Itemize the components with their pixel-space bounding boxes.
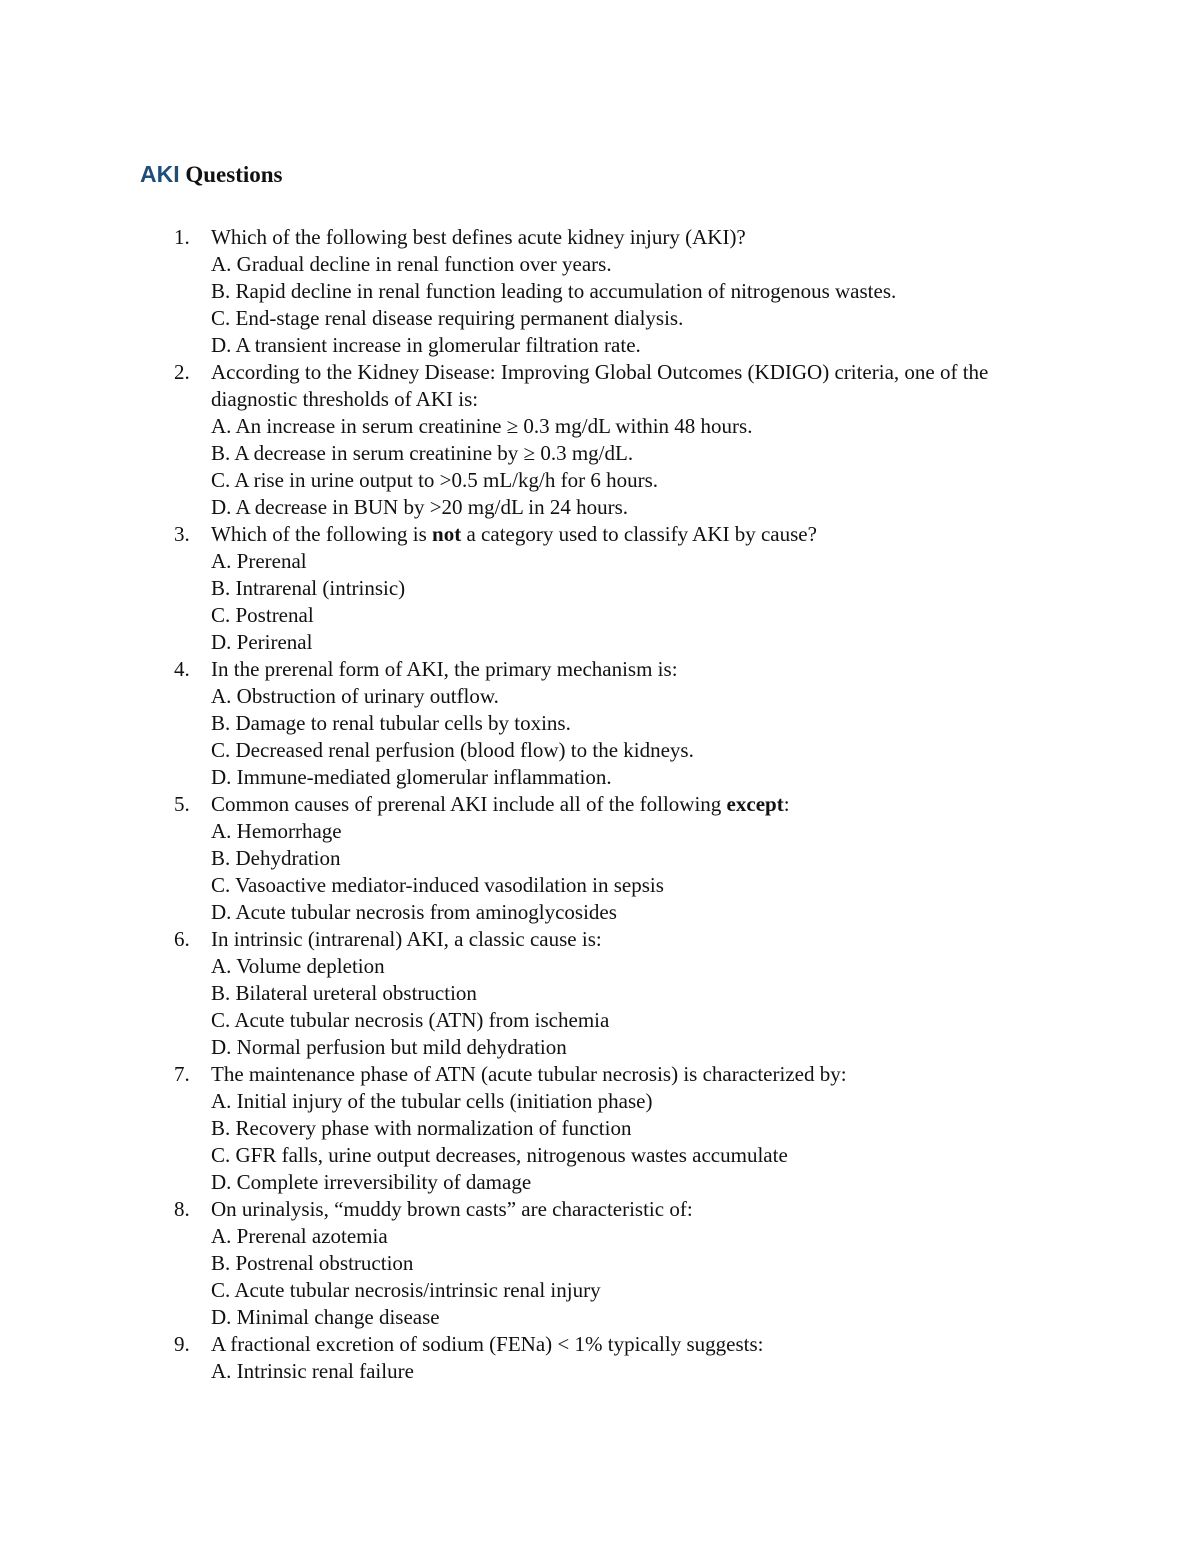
question-number: 1.	[174, 225, 190, 249]
option-a: A. Prerenal	[211, 549, 307, 573]
question-emphasis: except	[726, 792, 784, 816]
question-1	[0, 224, 1200, 359]
question-8	[0, 1196, 1200, 1331]
option-b: B. A decrease in serum creatinine by ≥ 0.3 mg/dL.	[211, 441, 634, 465]
question-text: A fractional excretion of sodium (FENa) < 1% typically suggests:	[211, 1332, 764, 1356]
question-5	[0, 791, 1200, 926]
option-d: D. A transient increase in glomerular filtration rate.	[211, 333, 641, 357]
option-c: C. Decreased renal perfusion (blood flow) to the kidneys.	[211, 738, 694, 762]
option-d: D. Minimal change disease	[211, 1305, 440, 1329]
option-d: D. Acute tubular necrosis from aminoglycosides	[211, 900, 617, 924]
option-a: A. Gradual decline in renal function over years.	[211, 252, 612, 276]
option-a: A. Hemorrhage	[211, 819, 342, 843]
option-c: C. Postrenal	[211, 603, 314, 627]
question-text-before: Common causes of prerenal AKI include all of the following	[211, 792, 722, 816]
question-7	[0, 1061, 1200, 1196]
question-text-before: Which of the following is	[211, 522, 427, 546]
question-text	[211, 791, 1060, 818]
question-text: In the prerenal form of AKI, the primary mechanism is:	[211, 657, 678, 681]
question-text	[211, 521, 1060, 548]
question-number: 3.	[174, 522, 190, 546]
question-number: 7.	[174, 1062, 190, 1086]
option-d: D. Complete irreversibility of damage	[211, 1170, 532, 1194]
option-b: B. Postrenal obstruction	[211, 1251, 414, 1275]
option-d: D. A decrease in BUN by >20 mg/dL in 24 hours.	[211, 495, 629, 519]
question-list	[0, 224, 1200, 1385]
option-a: A. Prerenal azotemia	[211, 1224, 388, 1248]
question-4	[0, 656, 1200, 791]
question-text: On urinalysis, “muddy brown casts” are characteristic of:	[211, 1197, 693, 1221]
question-text-after: a category used to classify AKI by cause?	[466, 522, 817, 546]
option-d: D. Normal perfusion but mild dehydration	[211, 1035, 567, 1059]
question-number: 4.	[174, 657, 190, 681]
question-number: 6.	[174, 927, 190, 951]
option-c: C. End-stage renal disease requiring permanent dialysis.	[211, 306, 684, 330]
option-b: B. Bilateral ureteral obstruction	[211, 981, 477, 1005]
question-emphasis: not	[432, 522, 462, 546]
question-number: 5.	[174, 792, 190, 816]
option-b: B. Recovery phase with normalization of function	[211, 1116, 632, 1140]
option-b: B. Rapid decline in renal function leading to accumulation of nitrogenous wastes.	[211, 279, 897, 303]
title-highlight: AKI	[140, 161, 180, 187]
question-6	[0, 926, 1200, 1061]
question-text: Which of the following best defines acute kidney injury (AKI)?	[211, 225, 746, 249]
option-b: B. Intrarenal (intrinsic)	[211, 576, 406, 600]
option-a: A. Initial injury of the tubular cells (initiation phase)	[211, 1089, 653, 1113]
option-c: C. Acute tubular necrosis/intrinsic renal injury	[211, 1278, 601, 1302]
option-c: C. Vasoactive mediator-induced vasodilation in sepsis	[211, 873, 664, 897]
question-number: 9.	[174, 1332, 190, 1356]
option-d: D. Immune-mediated glomerular inflammation.	[211, 765, 612, 789]
option-d: D. Perirenal	[211, 630, 313, 654]
question-text: According to the Kidney Disease: Improving Global Outcomes (KDIGO) criteria, one of the diagnostic thresholds of AKI is:	[211, 360, 989, 411]
option-b: B. Dehydration	[211, 846, 341, 870]
option-c: C. Acute tubular necrosis (ATN) from ischemia	[211, 1008, 610, 1032]
option-b: B. Damage to renal tubular cells by toxins.	[211, 711, 571, 735]
question-9	[0, 1331, 1200, 1385]
question-text: The maintenance phase of ATN (acute tubular necrosis) is characterized by:	[211, 1062, 847, 1086]
question-number: 8.	[174, 1197, 190, 1221]
question-text-after: :	[783, 792, 790, 816]
option-a: A. Obstruction of urinary outflow.	[211, 684, 499, 708]
page-title	[140, 158, 283, 191]
question-2	[0, 359, 1200, 521]
option-a: A. An increase in serum creatinine ≥ 0.3 mg/dL within 48 hours.	[211, 414, 753, 438]
question-3	[0, 521, 1200, 656]
question-number: 2.	[174, 360, 190, 384]
option-a: A. Intrinsic renal failure	[211, 1359, 414, 1383]
option-a: A. Volume depletion	[211, 954, 385, 978]
title-rest: Questions	[185, 162, 283, 187]
option-c: C. GFR falls, urine output decreases, nitrogenous wastes accumulate	[211, 1143, 788, 1167]
question-text: In intrinsic (intrarenal) AKI, a classic cause is:	[211, 927, 602, 951]
option-c: C. A rise in urine output to >0.5 mL/kg/h for 6 hours.	[211, 468, 658, 492]
